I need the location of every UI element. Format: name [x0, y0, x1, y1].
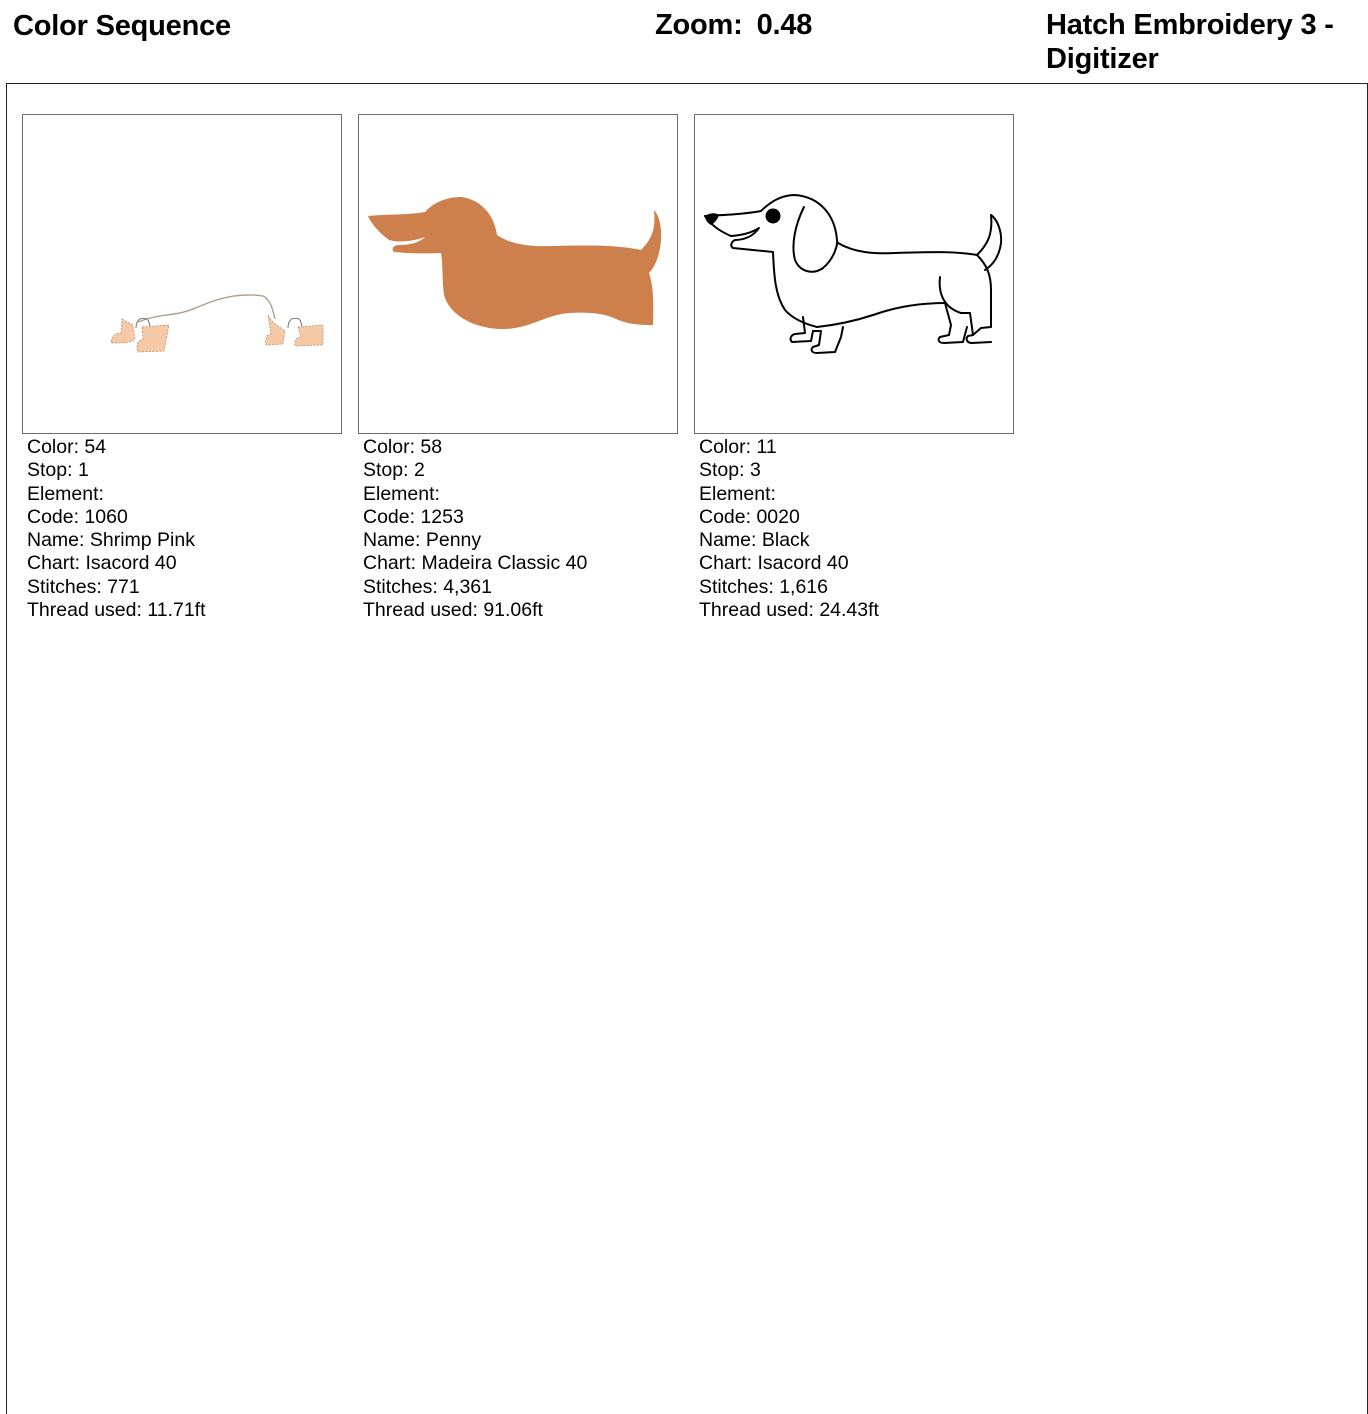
zoom-label: Zoom: [655, 9, 743, 41]
zoom-indicator [655, 8, 812, 42]
color-stop-card-3 [694, 114, 1014, 622]
color-stop-details-1 [22, 436, 342, 622]
page-title: Color Sequence [13, 10, 231, 42]
color-number: Color: 54 [27, 436, 107, 458]
thread-name: Name: Penny [363, 529, 482, 552]
thread-used: Thread used: 91.06ft [363, 599, 543, 622]
thread-chart: Chart: Isacord 40 [699, 552, 849, 575]
stitch-count: Stitches: 1,616 [699, 575, 828, 598]
stitch-count: Stitches: 771 [27, 575, 140, 598]
thread-name: Name: Black [699, 529, 810, 552]
color-stop-card-1 [22, 114, 342, 622]
element-label: Element: [27, 482, 104, 505]
element-label: Element: [699, 482, 776, 505]
thread-used: Thread used: 11.71ft [27, 599, 206, 622]
stop-number: Stop: 3 [699, 459, 761, 482]
color-stop-details-2 [358, 436, 678, 622]
app-name-line-2: Digitizer [1046, 43, 1159, 75]
color-stop-details-3 [694, 436, 1014, 622]
stop-number: Stop: 2 [363, 459, 425, 482]
dachshund-fill-icon [359, 115, 677, 433]
thread-used: Thread used: 24.43ft [699, 599, 879, 622]
color-number: Color: 11 [699, 436, 777, 458]
thread-chart: Chart: Madeira Classic 40 [363, 552, 588, 575]
thread-code: Code: 1060 [27, 505, 128, 528]
stitch-count: Stitches: 4,361 [363, 575, 492, 598]
stitch-preview-3 [694, 114, 1014, 434]
zoom-value: 0.48 [756, 9, 813, 41]
element-label: Element: [363, 482, 440, 505]
dachshund-outline-icon [695, 115, 1013, 433]
stop-number: Stop: 1 [27, 459, 89, 482]
stitch-preview-2 [358, 114, 678, 434]
dachshund-paws-icon [23, 115, 341, 433]
thread-name: Name: Shrimp Pink [27, 529, 195, 552]
thread-code: Code: 1253 [363, 505, 464, 528]
color-stop-card-2 [358, 114, 678, 622]
app-name-line-1: Hatch Embroidery 3 - [1046, 9, 1334, 41]
thread-code: Code: 0020 [699, 505, 800, 528]
app-name [1046, 8, 1334, 76]
stitch-preview-1 [22, 114, 342, 434]
thread-chart: Chart: Isacord 40 [27, 552, 177, 575]
color-number: Color: 58 [363, 436, 443, 458]
